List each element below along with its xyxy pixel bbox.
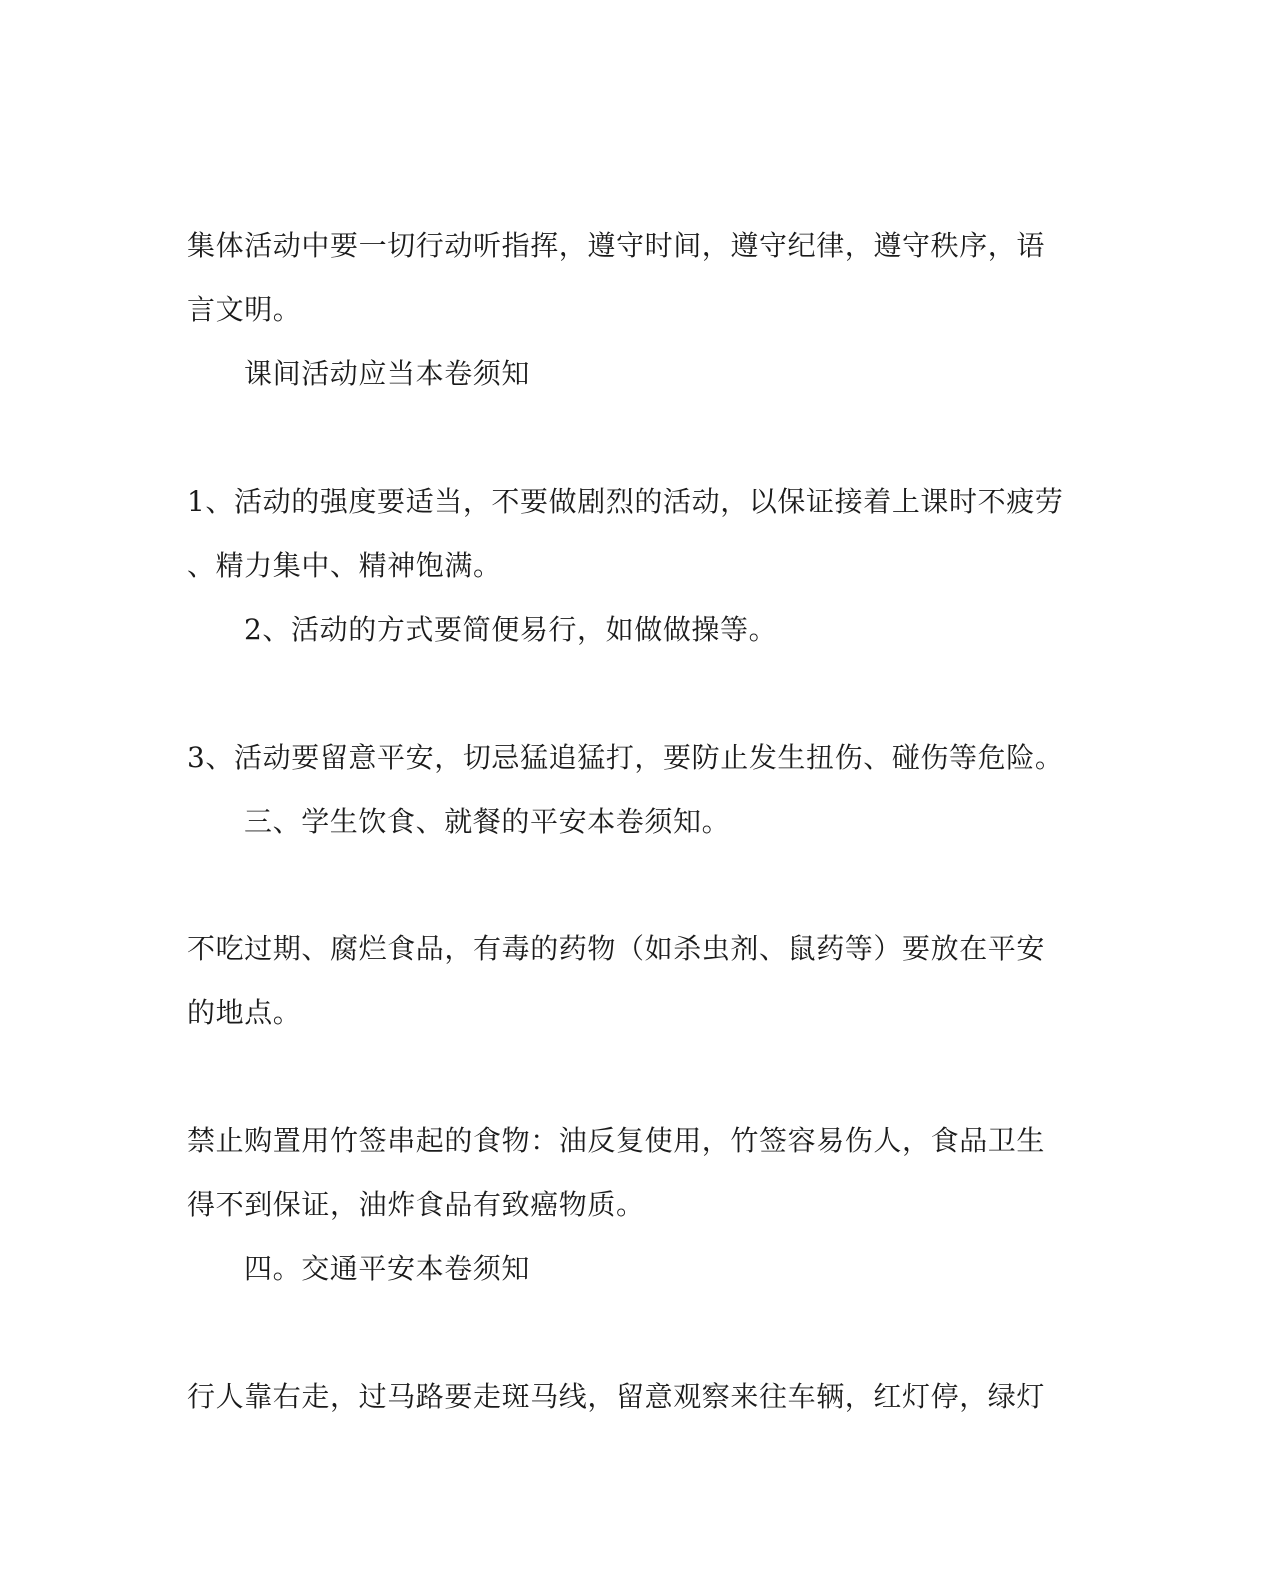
paragraph-line: 不吃过期、腐烂食品，有毒的药物（如杀虫剂、鼠药等）要放在平安 [187, 932, 1046, 965]
section-heading: 四。交通平安本卷须知 [244, 1252, 531, 1285]
section-heading: 三、学生饮食、就餐的平安本卷须知。 [244, 805, 731, 838]
paragraph-line: 的地点。 [187, 996, 302, 1029]
list-item-line: 1、活动的强度要适当，不要做剧烈的活动，以保证接着上课时不疲劳 [187, 485, 1064, 518]
list-item-line: 、精力集中、精神饱满。 [187, 549, 502, 582]
paragraph-line: 言文明。 [187, 293, 302, 326]
paragraph-line: 行人靠右走，过马路要走斑马线，留意观察来往车辆，红灯停，绿灯 [187, 1380, 1046, 1413]
section-heading: 课间活动应当本卷须知 [244, 357, 531, 390]
list-item-line: 2、活动的方式要简便易行，如做做操等。 [244, 613, 778, 646]
paragraph-line: 集体活动中要一切行动听指挥，遵守时间，遵守纪律，遵守秩序，语 [187, 229, 1046, 262]
paragraph-line: 禁止购置用竹签串起的食物：油反复使用，竹签容易伤人，食品卫生 [187, 1124, 1046, 1157]
list-item-line: 3、活动要留意平安，切忌猛追猛打，要防止发生扭伤、碰伤等危险。 [187, 741, 1064, 774]
paragraph-line: 得不到保证，油炸食品有致癌物质。 [187, 1188, 645, 1221]
